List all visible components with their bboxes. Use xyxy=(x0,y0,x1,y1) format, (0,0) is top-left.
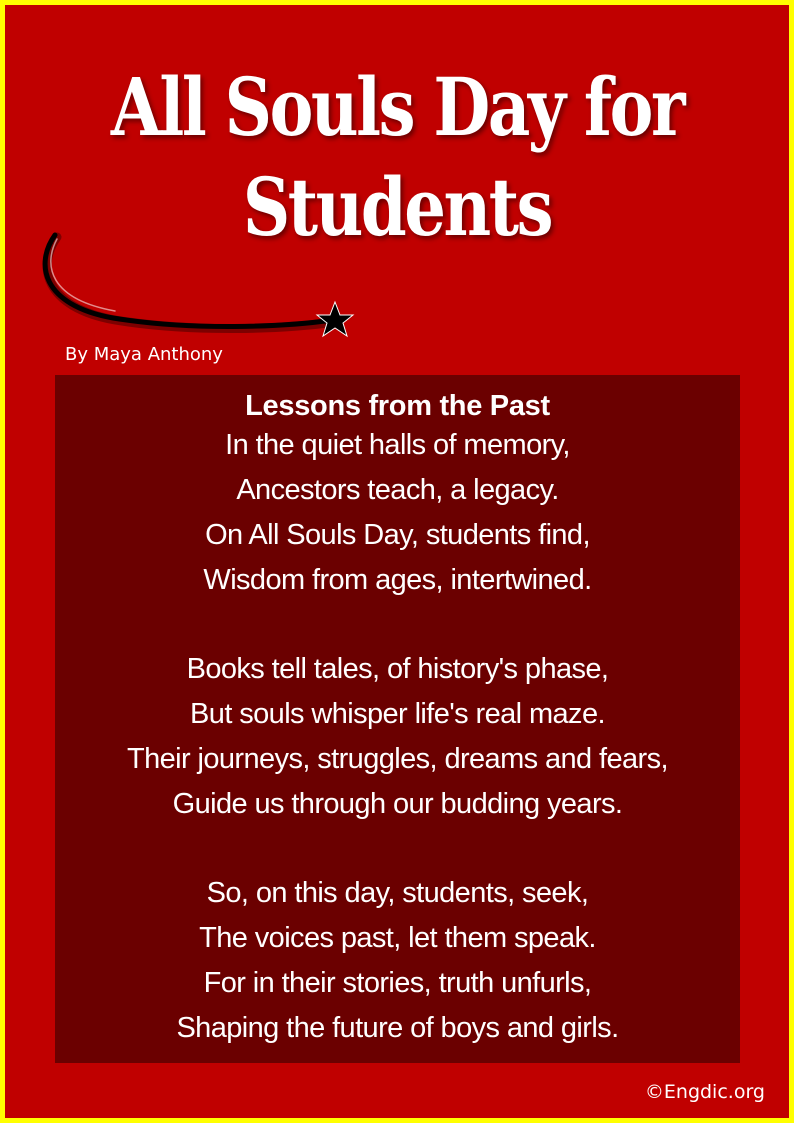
stanza-1 xyxy=(55,423,740,603)
poem-line: So, on this day, students, seek, xyxy=(206,877,589,909)
shooting-star-icon xyxy=(35,225,365,355)
poem-line: Their journeys, struggles, dreams and fears, xyxy=(127,743,668,775)
poem-line: For in their stories, truth unfurls, xyxy=(203,967,592,999)
poem-line: Guide us through our budding years. xyxy=(172,788,623,820)
poem-line: In the quiet halls of memory, xyxy=(225,429,570,461)
copyright-footer: ©Engdic.org xyxy=(644,1081,765,1103)
stanza-3 xyxy=(55,871,740,1051)
title-line-2: Students xyxy=(242,160,552,254)
poem-line: Books tell tales, of history's phase, xyxy=(186,653,609,685)
poem-line: Ancestors teach, a legacy. xyxy=(236,474,559,506)
poem-line: Wisdom from ages, intertwined. xyxy=(203,564,592,596)
title-line-1: All Souls Day for xyxy=(110,60,684,154)
author-byline: By Maya Anthony xyxy=(65,344,223,365)
poem-title: Lessons from the Past xyxy=(245,390,550,422)
poem-line: The voices past, let them speak. xyxy=(199,922,596,954)
poem-line: On All Souls Day, students find, xyxy=(205,519,590,551)
stanza-2 xyxy=(55,647,740,827)
poem-box xyxy=(55,375,740,1063)
poem-line: Shaping the future of boys and girls. xyxy=(176,1012,619,1044)
poem-line: But souls whisper life's real maze. xyxy=(190,698,605,730)
